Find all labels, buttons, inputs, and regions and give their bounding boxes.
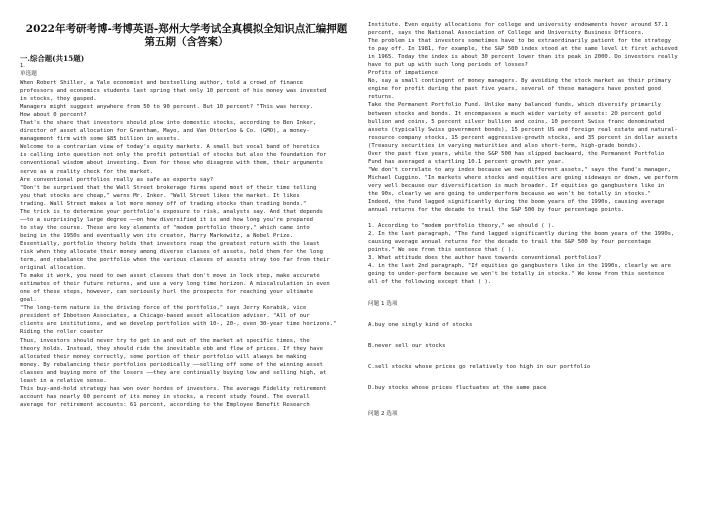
passage-left-line: you that stocks are cheap," warns Mr. Inker. "Wall Street likes the market. It likes [20,192,300,199]
passage-left-line: "The long-term nature is the driving force of the portfolio," says Jerry Korabik, vice [20,305,307,312]
passage-left-line: That's the share that investors should plow into domestic stocks, according to Ben Inker, [20,120,317,127]
passage-left-line: being in the 1950s and eventually won its creator, Harry Markowitz, a Nobel Prize. [20,232,294,239]
document-title [20,23,353,49]
section-heading: 一.综合题(共15题) [20,54,85,63]
passage-right-line: Take the Permanent Portfolio Fund. Unlike many balanced funds, which diversify primarily [368,102,661,109]
title-line-1: 2022年考研考博-考博英语-郑州大学考试全真模拟全知识点汇编押题 [25,23,348,35]
passage-left-line: goal. [20,297,37,304]
passage-right-line: The problem is that investors sometimes have to be extraordinarily patient for the strategy [368,38,671,45]
passage-right-line: between stocks and bonds. It encompasses a much wider variety of assets: 20 percent gold [368,110,661,117]
passage-left-line: To make it work, you need to own asset classes that don't move in lock step, make accurate [20,273,320,280]
passage-right-line: very well because our diversification is much broader. If equities go gangbusters like in [368,182,665,189]
passage-left-line: Welcome to a contrarian view of today's equity markets. A small but vocal band of heretics [20,144,320,151]
question-number: 1. [20,63,25,69]
passage-left-line: Thus, investors should never try to get in and out of the market at specific times, the [20,337,310,344]
question-line: all of the following except that ( ). [368,279,492,286]
passage-right-line: engine for profit during the past five years, several of these managers have posted good [368,86,661,93]
passage-right-line: Profits of impatience [368,70,438,77]
passage-right-line: in 1965. Today the index is about 30 percent lower than its peak in 2000. Do investors really [368,54,678,61]
passage-left-line: theory holds. Instead, they should ride the inevitable ebb and flow of prices. If they have [20,345,323,352]
passage-left-line: clients are institutions, and we develop portfolios with 10-, 20-, even 30-year time horizons." [20,321,337,328]
question-line: 3. What attitude does the author have towards conventional portfolios? [368,255,602,262]
passage-left-line: Managers might suggest anywhere from 50 to 90 percent. But 10 percent? "This was heresy. [20,104,313,111]
passage-left-line: conventional wisdom about investing. Even for those who disagree with them, their arguments [20,160,323,167]
passage-left-line: average for retirement accounts: 61 percent, according to the Employee Benefit Research [20,401,310,408]
passage-left-line: When Robert Shiller, a Yale economist and bestselling author, told a crowd of finance [20,80,304,86]
passage-left-line: director of asset allocation for Grantham, Mayo, and Van Otterloo & Co. (GMO), a money- [20,128,310,135]
passage-right-line: bullion and coins, 5 percent silver bullion and coins, 10 percent Swiss franc denominated [368,118,665,125]
passage-left-line: classes and buying more of the losers ——they are continually buying low and selling high, at [20,369,327,376]
passage-right-line: the 90s, clearly we are going to underperform because we won't be totally in stocks." [368,190,652,197]
question-type: 单选题 [20,71,37,77]
option-b: B.never sell our stocks [368,342,446,349]
passage-right-line: Over the past five years, while the S&P 500 has slipped backward, the Permanent Portfolio [368,150,665,157]
passage-left-line: term, and rebalance the portfolio when the various classes of assets stray too far from their [20,257,330,264]
question-line: 4. in the last 2nd paragraph, "If equities go gangbusters like in the 1990s, clearly we are [368,263,671,270]
passage-right-line: returns. [368,94,395,101]
passage-right [368,21,701,214]
passage-left [20,79,353,409]
left-column [20,0,353,409]
passage-right-line: to pay off. In 1981, for example, the S&P 500 index stood at the same level it first achieved [368,46,678,53]
question-list [368,222,701,286]
right-column [368,0,701,418]
passage-right-line: have to put up with such long periods of losses? [368,62,528,69]
question-line: 1. According to "modem portfolio theory," we should ( ). [368,223,555,230]
passage-left-line: original allocation. [20,265,87,272]
passage-left-line: allocated their money correctly, some portion of their portfolio will always be making [20,353,307,360]
passage-left-line: account has nearly 60 percent of its money in stocks, a recent study found. The overall [20,393,310,400]
question-line: going to under-perform because we won't be totally in stocks." We know from this sentence [368,271,665,278]
option-d: D.buy stocks whose prices fluctuates at the same pace [368,384,547,391]
passage-left-line: trading. Wall Street makes a lot more money off of trading stocks than trading bonds." [20,200,307,207]
passage-right-line: assets (typically Swiss government bonds), 15 percent US and foreign real estate and natural- [368,126,678,133]
question-line: 2. In the last paragraph, "The fund lagged significantly during the boom years of the 1990s, [368,231,675,238]
passage-left-line: Riding the roller coaster [20,329,104,336]
passage-left-line: president of Ibbotson Associates, a Chicago-based asset allocation adviser. "All of our [20,313,310,320]
passage-left-line: serve as a reality check for the market. [20,168,154,175]
title-line-2: 第五期（含答案） [144,36,229,48]
passage-left-line: ——to a surprisingly large degree ——on how diversified it is and how long you're prepared [20,216,313,223]
question-line: points." We see from this sentence that ( ). [368,247,515,254]
passage-right-line: percent, says the National Association of College and University Business Officers. [368,30,645,37]
question-line: causing average annual returns for the decade to trail the S&P 500 by four percentage [368,239,652,246]
passage-left-line: How about 0 percent? [20,112,87,119]
passage-left-line: professors and economics students last spring that only 10 percent of his money was invested [20,88,327,95]
passage-left-line: in stocks, they gasped. [20,96,97,103]
passage-right-line: (Treasury securities in varying maturities and also short-term, high-grade bonds). [368,142,642,149]
passage-left-line: This buy-and-hold strategy has won over hordes of investors. The average Fidelity retirement [20,385,327,392]
passage-left-line: risk when they allocate their money among diverse classes of assets, hold them for the long [20,248,323,255]
passage-left-line: Are conventional portfolios really as safe as experts say? [20,176,214,183]
question-1-options-label: 问题 1 选项 [368,300,398,307]
option-c: C.sell stocks whose prices go relatively too high in our portfolio [368,363,591,370]
passage-left-line: is calling into question not only the profit potential of stocks but also the foundation for [20,152,327,159]
passage-left-line: one of these steps, however, can seriously hurl the prospects for reaching your ultimate [20,289,313,296]
passage-left-line: least in a relative sense. [20,377,107,384]
passage-right-line: annual returns for the decade to trail the S&P 500 by four percentage points. [368,207,625,214]
passage-left-line: Essentially, portfolio theory holds that investors reap the greatest return with the least [20,240,320,247]
passage-right-line: "We don't correlate to any index because we own different assets," says the fund's manager, [368,166,671,173]
passage-right-line: Institute. Even equity allocations for college and university endowments hover around 57.1 [368,22,668,28]
passage-right-line: Fund has averaged a startling 10.1 percent growth per year. [368,158,565,165]
passage-right-line: resource company stocks, 15 percent aggressive-growth stocks, and 35 percent in dollar assets [368,134,678,141]
passage-left-line: estimates of their future returns, and use a very long time horizon. A miscalculation in even [20,281,330,288]
passage-right-line: Indeed, the fund lagged significantly during the boom years of the 1990s, causing average [368,199,665,206]
passage-left-line: The trick is to determine your portfolio's exposure to risk, analysts say. And that depends [20,208,323,215]
passage-left-line: "Don't be surprised that the Wall Street brokerage firms spend most of their time telling [20,184,317,191]
question-2-options-label: 问题 2 选项 [368,410,398,417]
passage-right-line: Michael Cuggino. "In markets where stocks and equities are going sideways or down, we perform [368,174,678,181]
option-a: A.buy one singly kind of stocks [368,321,473,328]
passage-right-line: No, say a small contingent of money managers. By avoiding the stock market as their primary [368,78,671,85]
passage-left-line: management firm with some $85 billion in assets. [20,136,180,143]
passage-left-line: money. By rebalancing their portfolios periodically ——selling off some of the winning asset [20,361,323,368]
passage-left-line: to stay the course. These are key elements of "modem portfolio theory," which came into [20,224,310,231]
